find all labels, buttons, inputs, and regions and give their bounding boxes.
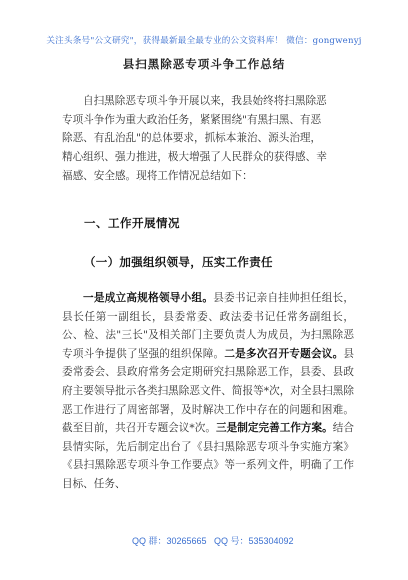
intro-paragraph: [62, 92, 354, 186]
body-text-1: 县委书记亲自挂帅担任组长，县长任第一副组长，县委常委、政法委书记任常务副组长，公、检、法"三长"及相关部门主要负责人为成员，为扫黑除恶专项斗争提供了坚强的组织保障。: [62, 292, 354, 360]
document-title: 县扫黑除恶专项斗争工作总结: [122, 57, 286, 71]
subsection-heading: （一）加强组织领导，压实工作责任: [84, 255, 273, 269]
qq-group: QQ 群：30265665: [132, 536, 207, 546]
intro-line: 专项斗争作为重大政治任务，紧紧围绕"有黑扫黑、有恶: [62, 113, 322, 126]
intro-line: 精心组织、强力推进，极大增强了人民群众的获得感、幸: [62, 151, 327, 164]
lead-phrase-3: 三是制定完善工作方案。: [215, 422, 333, 435]
body-text-3: 结合县情实际，先后制定出台了《县扫黑除恶专项斗争实施方案》《县扫黑除恶专项斗争工作要点》等一系列文件，明确了工作目标、任务、: [62, 422, 355, 490]
body-text-2: 县委常委会、县政府常务会定期研究扫黑除恶工作，县委、县政府主要领导批示各类扫黑除恶文件、简报等*次，对全县扫黑除恶工作进行了周密部署，及时解决工作中存在的问题和困难。截至目前，共召开专题会议*次。: [62, 347, 355, 435]
intro-line: 福感、安全感。现将工作情况总结如下：: [62, 169, 253, 182]
intro-line: 除恶、有乱治乱"的总体要求，抓标本兼治、源头治理，: [62, 132, 322, 145]
qq-number: QQ 号：535304092: [214, 536, 294, 546]
lead-phrase-1: 一是成立高规格领导小组。: [83, 292, 214, 304]
header-notice: 关注头条号"公文研究"，获得最新最全最专业的公文资料库！ 微信：gongwenyj: [46, 36, 362, 46]
body-paragraph: [62, 289, 354, 494]
intro-line: 自扫黑除恶专项斗争开展以来，我县始终将扫黑除恶: [83, 95, 327, 107]
lead-phrase-2: 二是多次召开专题会议。: [224, 347, 344, 360]
section-heading: 一、工作开展情况: [84, 216, 180, 230]
